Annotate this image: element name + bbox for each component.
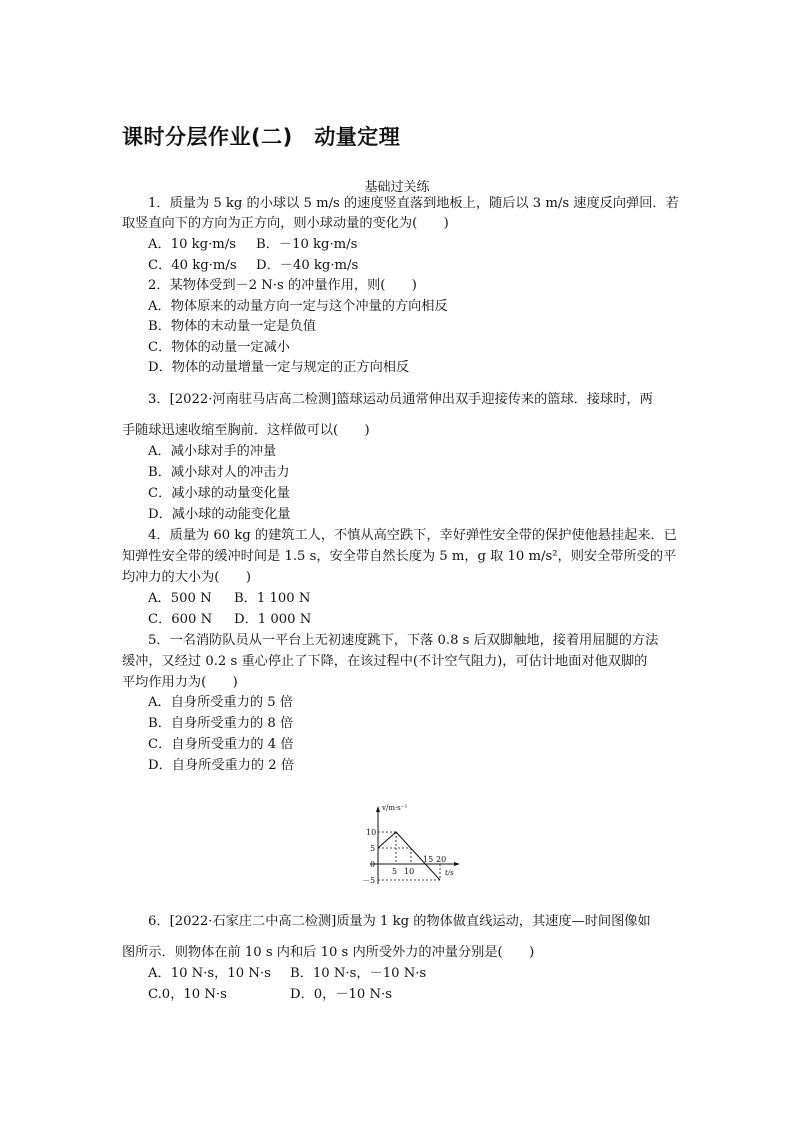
q5-line2: 缓冲，又经过 0.2 s 重心停止了下降，在该过程中(不计空气阻力)，可估计地面对他双脚的 xyxy=(122,654,648,669)
q6-options-cd xyxy=(148,986,392,1004)
q1-option-d: D．－40 kg·m/s xyxy=(256,258,359,273)
q5-line1: 5．一名消防队员从一平台上无初速度跳下，下落 0.8 s 后双脚触地，接着用屈腿的方法 xyxy=(148,633,659,648)
q3-line1: 3．[2022·河南驻马店高二检测]篮球运动员通常伸出双手迎接传来的篮球．接球时，两 xyxy=(148,392,653,407)
q1-options-ab xyxy=(148,236,357,254)
q4-option-d: D．1 000 N xyxy=(234,612,312,627)
q1-option-b: B．－10 kg·m/s xyxy=(256,237,358,252)
v-axis-label: v/m·s⁻¹ xyxy=(382,804,408,812)
tick-t15: 15 xyxy=(423,855,434,864)
q1-options-cd xyxy=(148,257,358,275)
q4-line2: 知弹性安全带的缓冲时间是 1.5 s，安全带自然长度为 5 m，g 取 10 m/s²，则安全带所受的平 xyxy=(122,549,677,564)
q6-option-a: A．10 N·s，10 N·s xyxy=(148,966,271,981)
q5-option-b: B．自身所受重力的 8 倍 xyxy=(148,716,294,731)
q2-option-a: A．物体原来的动量方向一定与这个冲量的方向相反 xyxy=(148,299,448,314)
tick-v10: 10 xyxy=(366,828,377,837)
q3-option-c: C．减小球的动量变化量 xyxy=(148,486,290,501)
q4-line1: 4．质量为 60 kg 的建筑工人，不慎从高空跌下，幸好弹性安全带的保护使他悬挂起来．已 xyxy=(148,528,677,543)
q5-option-d: D．自身所受重力的 2 倍 xyxy=(148,758,295,773)
q2-option-b: B．物体的末动量一定是负值 xyxy=(148,319,316,334)
tick-v0: 0 xyxy=(370,860,376,869)
velocity-time-graph xyxy=(356,800,466,890)
q3-option-b: B．减小球对人的冲击力 xyxy=(148,465,290,480)
q6-options-ab xyxy=(148,965,426,983)
tick-t5: 5 xyxy=(392,867,398,876)
q2-option-c: C．物体的动量一定减小 xyxy=(148,340,290,355)
q1-option-c: C．40 kg·m/s xyxy=(148,258,237,273)
q2-option-d: D．物体的动量增量一定与规定的正方向相反 xyxy=(148,360,410,375)
q1-option-a: A．10 kg·m/s xyxy=(148,237,237,252)
q5-line3: 平均作用力为( ) xyxy=(122,675,238,690)
q6-option-b: B．10 N·s，－10 N·s xyxy=(290,966,427,981)
q3-option-d: D．减小球的动能变化量 xyxy=(148,507,291,522)
q6-option-d: D．0，－10 N·s xyxy=(290,987,392,1002)
t-axis-label: t/s xyxy=(445,869,454,877)
q6-line1: 6．[2022·石家庄二中高二检测]质量为 1 kg 的物体做直线运动，其速度—时间图像如 xyxy=(148,914,651,929)
q6-line2: 图所示．则物体在前 10 s 内和后 10 s 内所受外力的冲量分别是( ) xyxy=(122,945,535,960)
q3-option-a: A．减小球对手的冲量 xyxy=(148,444,277,459)
q4-options-ab xyxy=(148,590,310,608)
q4-option-a: A．500 N xyxy=(148,591,212,606)
q6-option-c: C.0，10 N·s xyxy=(148,987,227,1002)
tick-t20: 20 xyxy=(436,855,447,864)
q2-line1: 2．某物体受到－2 N·s 的冲量作用，则( ) xyxy=(148,278,417,293)
tick-v5: 5 xyxy=(370,844,376,853)
page-title: 课时分层作业(二) 动量定理 xyxy=(122,125,401,149)
v-axis-arrow xyxy=(376,806,380,812)
q4-line3: 均冲力的大小为( ) xyxy=(122,570,251,585)
section-title: 基础过关练 xyxy=(364,180,430,195)
t-axis-arrow xyxy=(454,862,460,866)
q1-line1: 1．质量为 5 kg 的小球以 5 m/s 的速度竖直落到地板上，随后以 3 m/s 速度反向弹回．若 xyxy=(148,196,679,211)
q1-line2: 取竖直向下的方向为正方向，则小球动量的变化为( ) xyxy=(122,216,449,231)
q5-option-a: A．自身所受重力的 5 倍 xyxy=(148,695,293,710)
tick-t10: 10 xyxy=(404,867,415,876)
q5-option-c: C．自身所受重力的 4 倍 xyxy=(148,737,294,752)
q4-option-c: C．600 N xyxy=(148,612,213,627)
q3-line2: 手随球迅速收缩至胸前．这样做可以( ) xyxy=(122,423,370,438)
tick-vneg5: －5 xyxy=(362,876,376,885)
q4-option-b: B．1 100 N xyxy=(234,591,311,606)
q4-options-cd xyxy=(148,611,311,629)
